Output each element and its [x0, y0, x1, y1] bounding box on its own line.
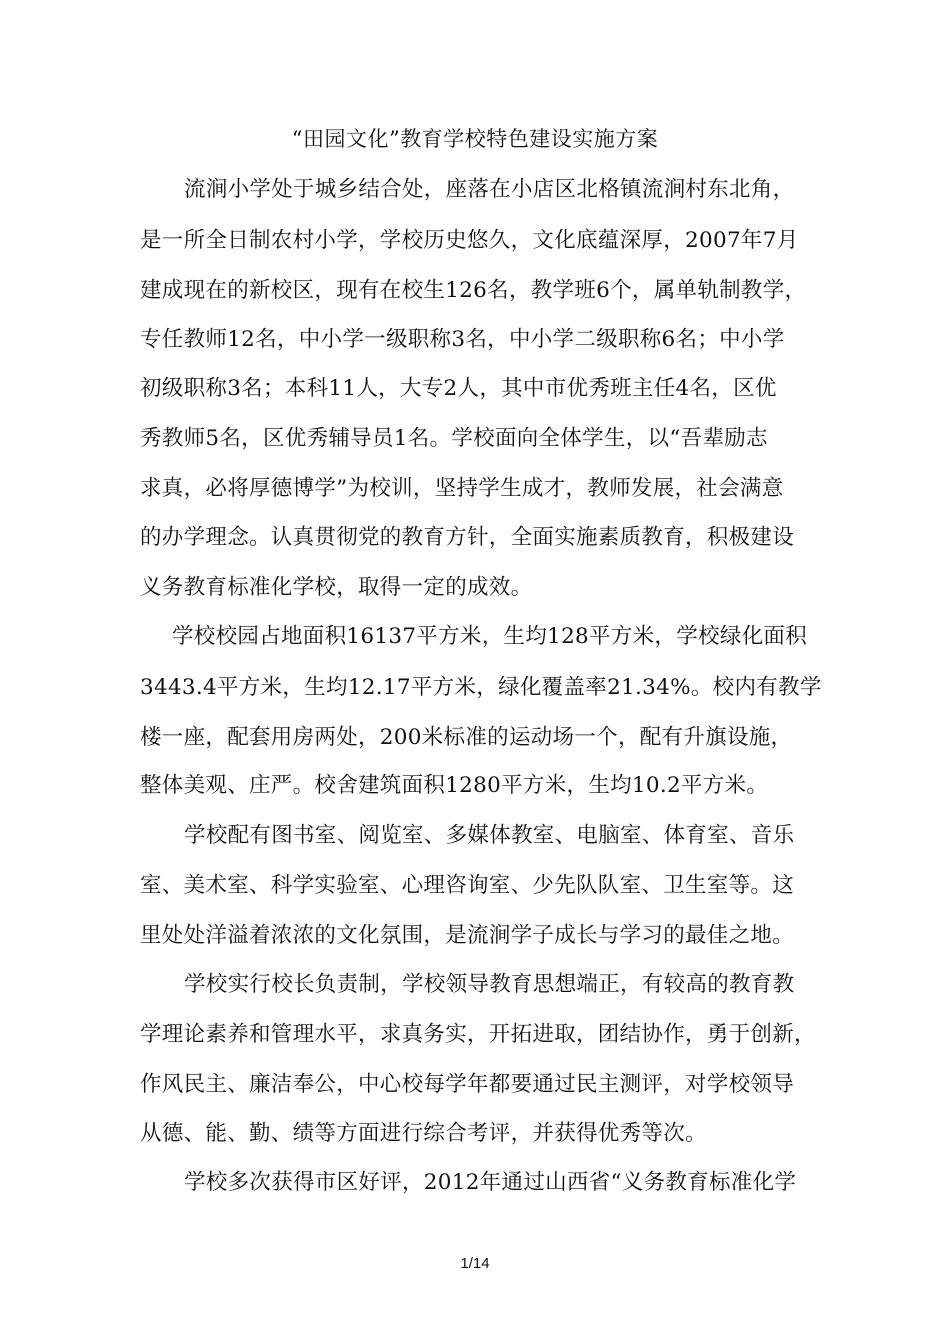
body-line: 从德、能、勤、绩等方面进行综合考评，并获得优秀等次。: [140, 1121, 707, 1146]
page-number: 1/14: [460, 1255, 490, 1272]
body-line: 的办学理念。认真贯彻党的教育方针，全面实施素质教育，积极建设: [140, 525, 795, 550]
body-line: 义务教育标准化学校，取得一定的成效。: [140, 575, 533, 600]
body-line: 作风民主、廉洁奉公，中心校每学年都要通过民主测评，对学校领导: [140, 1072, 795, 1097]
body-line: 整体美观、庄严。校舍建筑面积1280平方米，生均10.2平方米。: [140, 773, 769, 798]
body-line: 流涧小学处于城乡结合处，座落在小店区北格镇流涧村东北角，: [184, 177, 795, 202]
body-line: 室、美术室、科学实验室、心理咨询室、少先队队室、卫生室等。这: [140, 873, 795, 898]
body-line: 里处处洋溢着浓浓的文化氛围，是流涧学子成长与学习的最佳之地。: [140, 923, 795, 948]
body-line: 是一所全日制农村小学，学校历史悠久，文化底蕴深厚，2007年7月: [140, 228, 799, 253]
body-line: 学理论素养和管理水平，求真务实，开拓进取，团结协作，勇于创新，: [140, 1022, 816, 1047]
body-line: 学校配有图书室、阅览室、多媒体教室、电脑室、体育室、音乐: [184, 823, 795, 848]
body-line: 专任教师12名，中小学一级职称3名，中小学二级职称6名；中小学: [140, 327, 785, 352]
body-line: 学校实行校长负责制，学校领导教育思想端正，有较高的教育教: [184, 972, 795, 997]
body-line: 秀教师5名，区优秀辅导员1名。学校面向全体学生，以“吾辈励志: [140, 426, 768, 451]
body-line: 求真，必将厚德博学”为校训，坚持学生成才，教师发展，社会满意: [140, 476, 784, 501]
body-line: 3443.4平方米，生均12.17平方米，绿化覆盖率21.34%。校内有教学: [140, 675, 822, 700]
body-line: 初级职称3名；本科11人，大专2人，其中市优秀班主任4名，区优: [140, 376, 777, 401]
body-line: 学校多次获得市区好评，2012年通过山西省“义务教育标准化学: [184, 1170, 797, 1195]
body-line: 学校校园占地面积16137平方米，生均128平方米，学校绿化面积: [172, 624, 808, 649]
body-line: 楼一座，配套用房两处，200米标准的运动场一个，配有升旗设施，: [140, 725, 793, 750]
document-title: “田园文化”教育学校特色建设实施方案: [291, 127, 659, 151]
body-line: 建成现在的新校区，现有在校生126名，教学班6个，属单轨制教学，: [140, 278, 807, 303]
